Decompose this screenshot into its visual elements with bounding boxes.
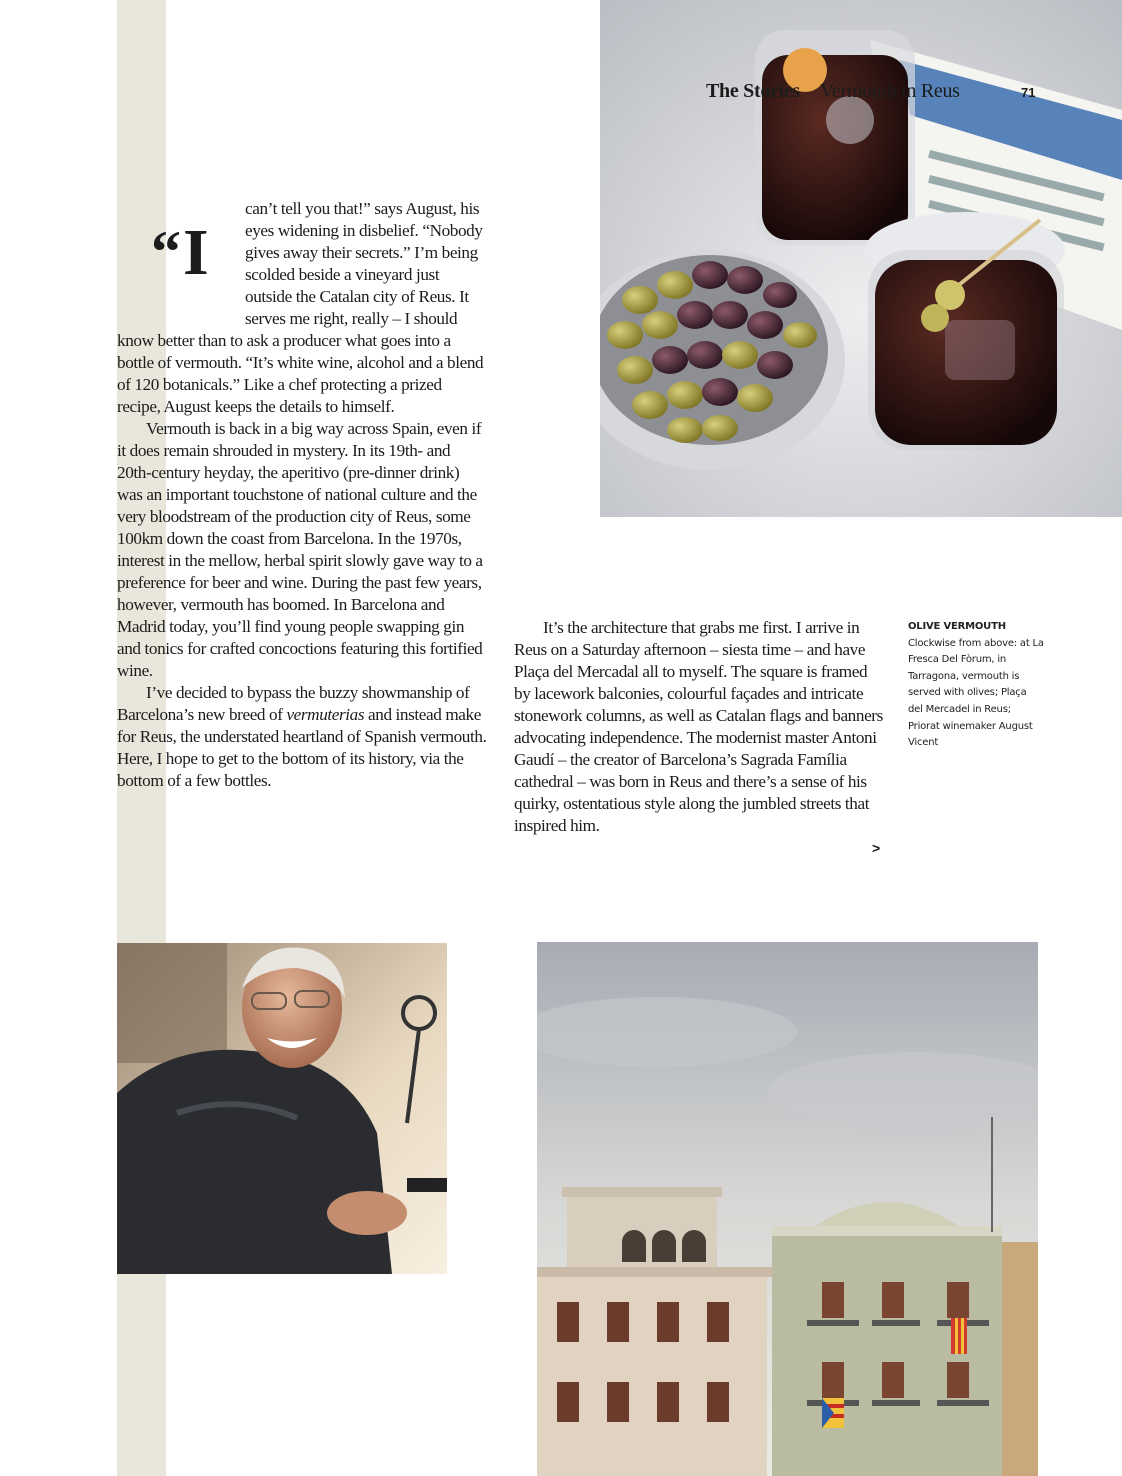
caption-text: Clockwise from above: at La Fresca Del Fòrum, in Tarragona, vermouth is served with olives; Plaça del Mercadel in Reus; Priorat winemaker August Vicent (908, 637, 1044, 749)
drop-cap-letter: I (183, 216, 209, 289)
photo-caption (908, 619, 1044, 752)
paragraph-3-italic: vermuterias (286, 705, 365, 724)
body-column-2 (514, 617, 884, 837)
paragraph-2: Vermouth is back in a big way across Spain, even if it does remain shrouded in mystery. In its 19th- and 20th-century heyday, the aperitivo (pre-dinner drink) was an important touchstone of national culture and the very bloodstream of the production city of Reus, some 100km down the coast from Barcelona. In the 1970s, interest in the mellow, herbal spirit slowly gave way to a preference for beer and wine. During the past few years, however, vermouth has boomed. In Barcelona and Madrid today, you’ll find young people swapping gin and tonics for crafted concoctions featuring this fortified wine. (117, 419, 483, 680)
paragraph-intro: can’t tell you that!” says August, his eyes widening in disbelief. “Nobody gives away their secrets.” I’m being scolded beside a vineyard just outside the Catalan city of Reus. It serves me right, really – I should know better than to ask a producer what goes into a bottle of vermouth. “It’s white wine, alcohol and a blend of 120 botanicals.” Like a chef protecting a prized recipe, August keeps the details to himself. (117, 199, 484, 416)
article-title: Vermouth in Reus (820, 80, 960, 102)
photo-placa-del-mercadal (537, 942, 1038, 1476)
caption-title: OLIVE VERMOUTH (908, 621, 1006, 632)
continue-arrow: > (872, 840, 881, 856)
paragraph-3-text-b: and instead make for Reus, the understated heartland of Spanish vermouth. Here, I hope to get to the bottom of its history, via the bottom of a few bottles. (117, 705, 487, 790)
section-name: The Stories (706, 80, 800, 102)
drop-cap-quote: “ (151, 219, 178, 285)
paragraph-3 (117, 682, 487, 792)
drop-cap (117, 198, 245, 330)
paragraph-4: It’s the architecture that grabs me first. I arrive in Reus on a Saturday afternoon – siesta time – and have Plaça del Mercadal all to myself. The square is framed by lacework balconies, colourful façades and intricate stonework columns, as well as Catalan flags and banners advocating independence. The modernist master Antoni Gaudí – the creator of Barcelona’s Sagrada Família cathedral – was born in Reus and there’s a sense of his quirky, ostentatious style along the jumbled streets that inspired him. (514, 618, 883, 835)
running-header (706, 80, 1046, 106)
page-number: 71 (1021, 85, 1036, 100)
photo-winemaker-portrait (117, 943, 447, 1274)
body-column-1 (117, 198, 487, 792)
paragraph-3-text-a: I’ve decided to bypass the buzzy showmanship of Barcelona’s new breed of (117, 683, 470, 724)
photo-vermouth-olives (600, 0, 1122, 517)
